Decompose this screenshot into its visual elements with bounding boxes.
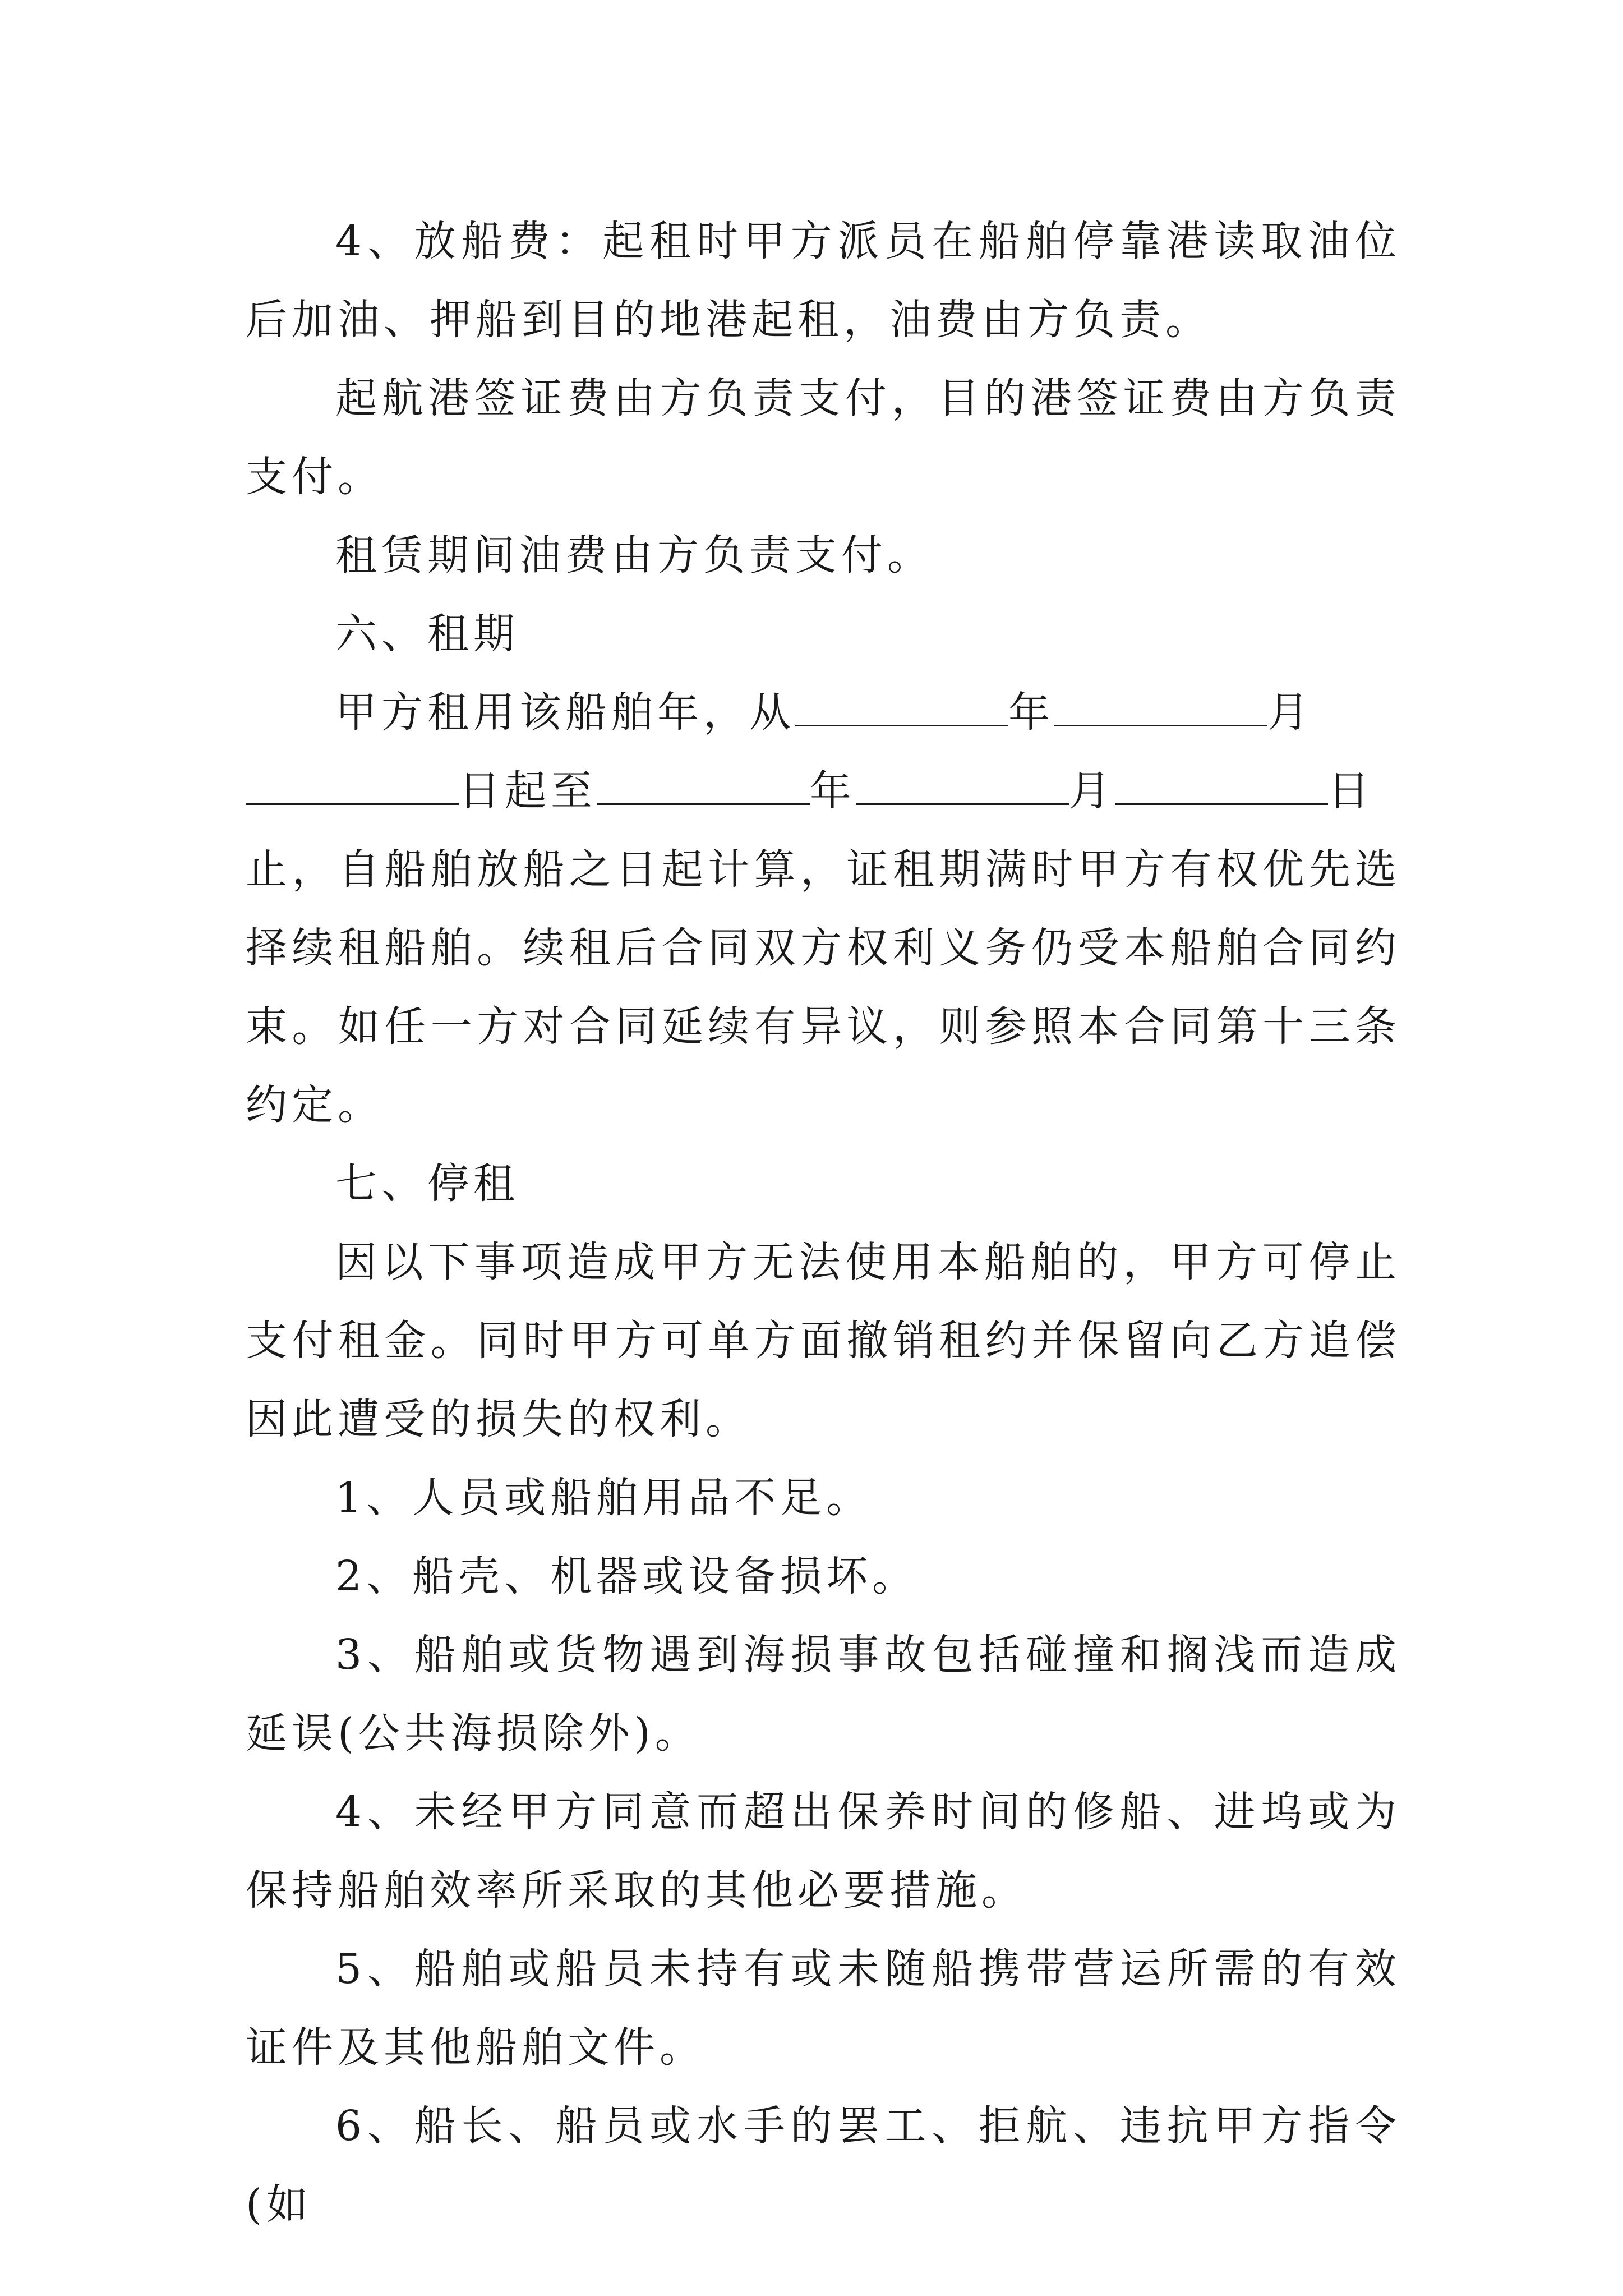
list-item-3: 3、船舶或货物遇到海损事故包括碰撞和搁浅而造成延误(公共海损除外)。 bbox=[246, 1631, 1401, 1757]
lease-period-line-2 bbox=[246, 752, 1401, 830]
blank-start-month bbox=[1054, 680, 1267, 726]
list-item-1: 1、人员或船舶用品不足。 bbox=[335, 1474, 873, 1522]
paragraph-lease-continuation: 止，自船舶放船之日起计算，证租期满时甲方有权优先选择续租船舶。续租后合同双方权利义务仍受本船舶合同约束。如任一方对合同延续有异议，则参照本合同第十三条约定。 bbox=[246, 845, 1401, 1129]
paragraph-visa-fee: 起航港签证费由方负责支付，目的港签证费由方负责支付。 bbox=[246, 374, 1401, 501]
paragraph-suspension-intro: 因以下事项造成甲方无法使用本船舶的，甲方可停止支付租金。同时甲方可单方面撤销租约并保留向乙方追偿因此遭受的损失的权利。 bbox=[246, 1238, 1401, 1443]
blank-end-day bbox=[1115, 758, 1328, 805]
section-heading-suspension: 七、停租 bbox=[335, 1159, 519, 1208]
list-item-2: 2、船壳、机器或设备损坏。 bbox=[335, 1552, 919, 1600]
blank-start-day bbox=[246, 758, 459, 805]
blank-end-year bbox=[597, 758, 810, 805]
label-year: 年 bbox=[1008, 688, 1054, 737]
paragraph-oil-fee: 租赁期间油费由方负责支付。 bbox=[335, 531, 933, 579]
list-item-5: 5、船舶或船员未持有或未随船携带营运所需的有效证件及其他船舶文件。 bbox=[246, 1945, 1401, 2072]
label-day-start-until: 日起至 bbox=[459, 767, 597, 815]
label-day-2: 日 bbox=[1328, 767, 1374, 815]
blank-start-year bbox=[795, 680, 1008, 726]
label-year-2: 年 bbox=[810, 767, 856, 815]
section-heading-lease-term: 六、租期 bbox=[335, 610, 519, 658]
lease-period-prefix: 甲方租用该船舶年，从 bbox=[335, 688, 795, 737]
list-item-6: 6、船长、船员或水手的罢工、拒航、违抗甲方指令(如 bbox=[246, 2102, 1401, 2229]
paragraph-fuel-fee: 4、放船费：起租时甲方派员在船舶停靠港读取油位后加油、押船到目的地港起租，油费由方负责。 bbox=[246, 217, 1401, 344]
blank-end-month bbox=[856, 758, 1069, 805]
lease-period-line-1 bbox=[246, 673, 1401, 752]
list-item-4: 4、未经甲方同意而超出保养时间的修船、进坞或为保持船舶效率所采取的其他必要措施。 bbox=[246, 1788, 1401, 1915]
document-body bbox=[246, 202, 1401, 2244]
label-month: 月 bbox=[1267, 688, 1313, 737]
label-month-2: 月 bbox=[1069, 767, 1115, 815]
